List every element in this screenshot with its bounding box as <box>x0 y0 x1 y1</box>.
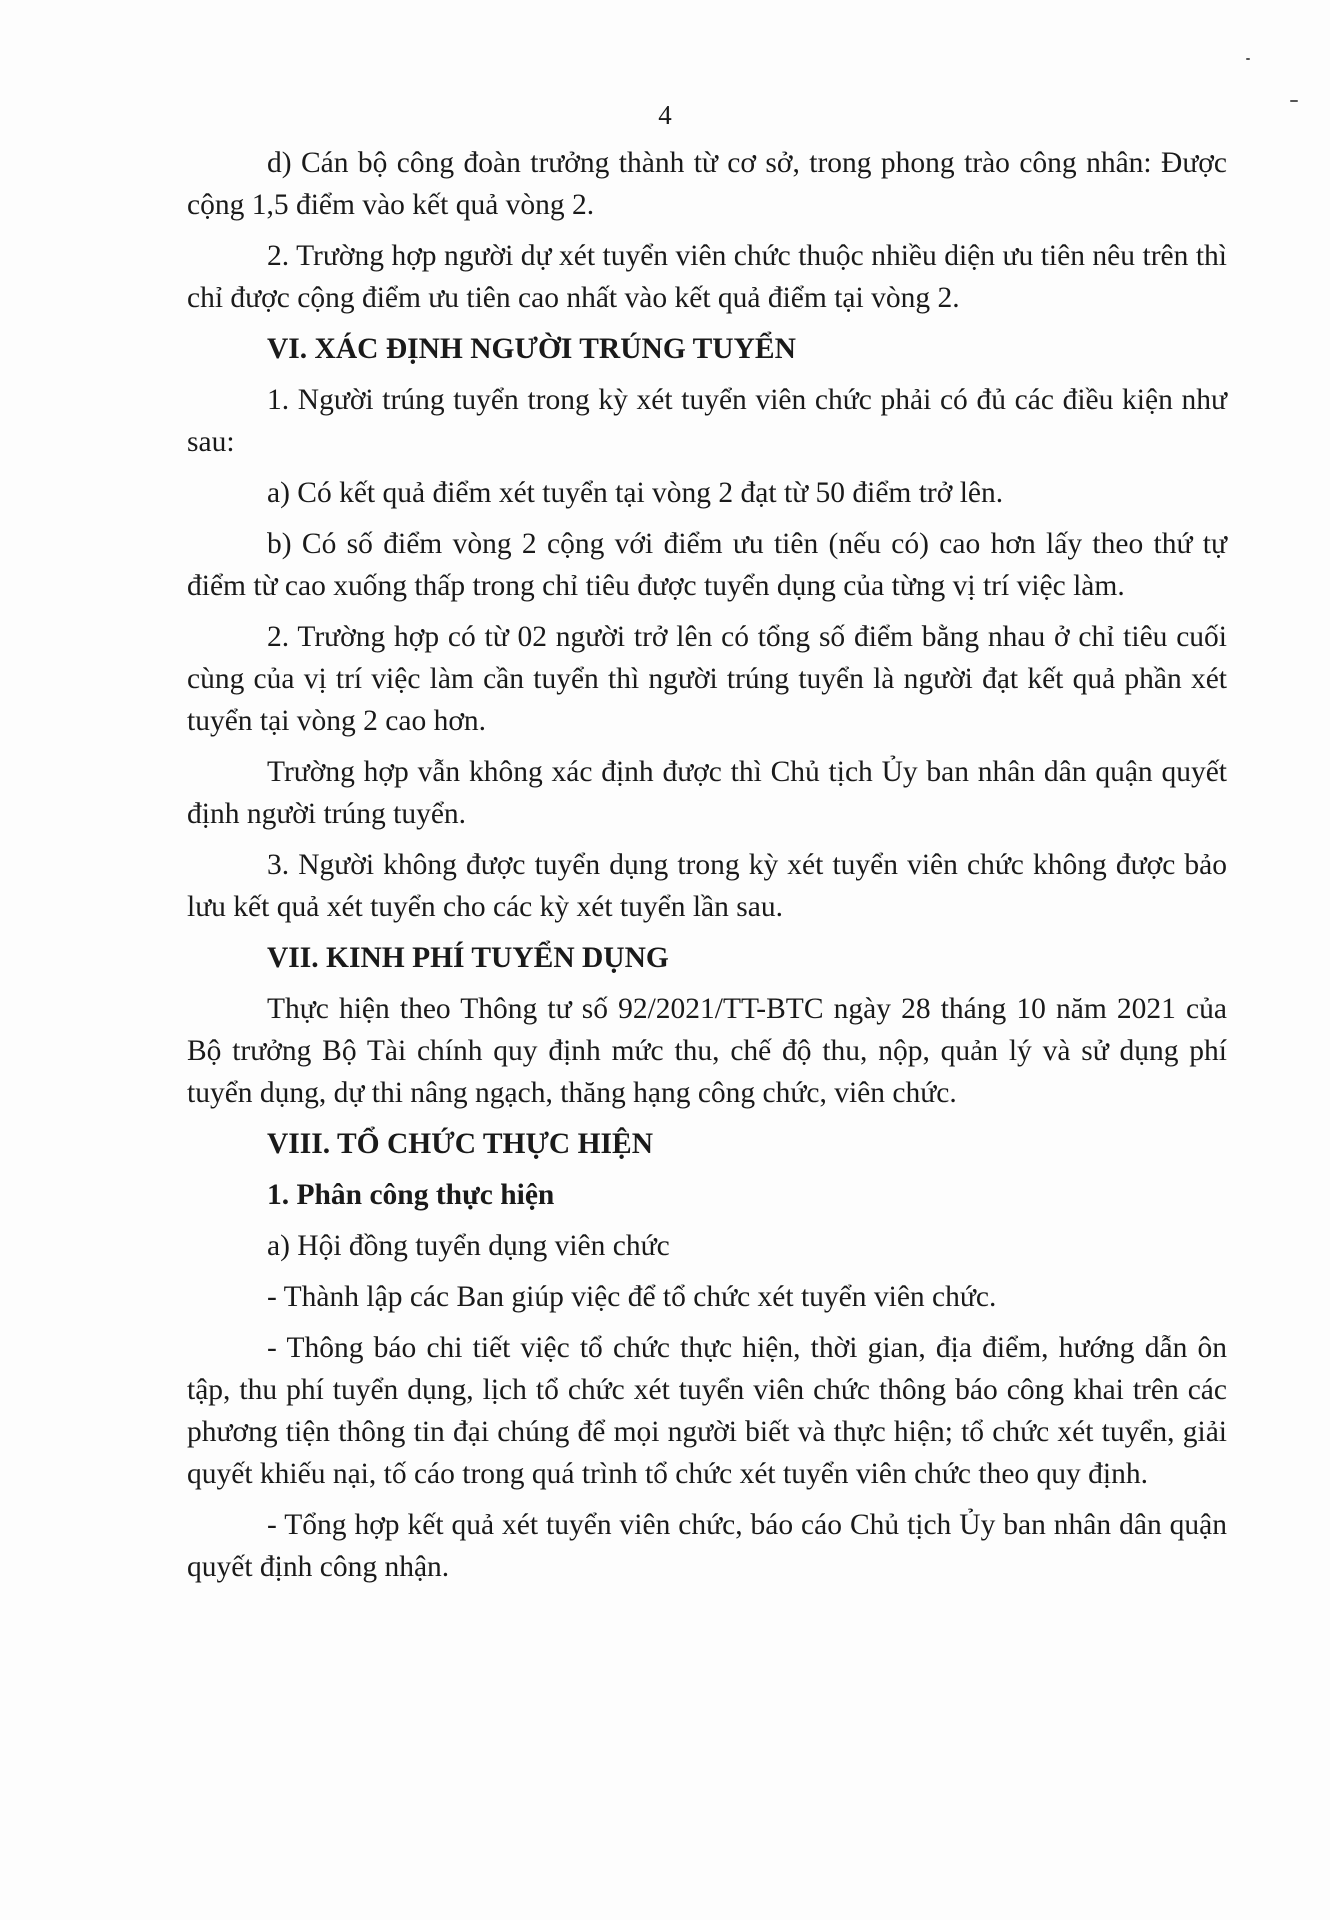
paragraph-priority-multiple: 2. Trường hợp người dự xét tuyển viên chức thuộc nhiều diện ưu tiên nêu trên thì chỉ được cộng điểm ưu tiên cao nhất vào kết quả điểm tại vòng 2. <box>187 240 1227 314</box>
paragraph-tie-unresolved: Trường hợp vẫn không xác định được thì Chủ tịch Ủy ban nhân dân quận quyết định người trúng tuyển. <box>187 756 1227 830</box>
list-item-announce-details: - Thông báo chi tiết việc tổ chức thực hiện, thời gian, địa điểm, hướng dẫn ôn tập, thu phí tuyển dụng, lịch tổ chức xét tuyển viên chức thông báo công khai trên các phương tiện thông tin đại chúng để mọi người biết và thực hiện; tổ chức xét tuyển, giải quyết khiếu nại, tố cáo trong quá trình tổ chức xét tuyển viên chức theo quy định. <box>187 1332 1227 1490</box>
section-heading-vii: VII. KINH PHÍ TUYỂN DỤNG <box>267 942 669 974</box>
page-number: 4 <box>658 100 672 130</box>
list-item-establish-boards: - Thành lập các Ban giúp việc để tổ chức xét tuyển viên chức. <box>267 1281 997 1313</box>
paragraph-condition-a: a) Có kết quả điểm xét tuyển tại vòng 2 đạt từ 50 điểm trở lên. <box>267 477 1004 509</box>
list-item-report-results: - Tổng hợp kết quả xét tuyển viên chức, báo cáo Chủ tịch Ủy ban nhân dân quận quyết định công nhận. <box>187 1509 1227 1583</box>
paragraph-condition-b: b) Có số điểm vòng 2 cộng với điểm ưu tiên (nếu có) cao hơn lấy theo thứ tự điểm từ cao xuống thấp trong chỉ tiêu được tuyển dụng của từng vị trí việc làm. <box>187 528 1227 602</box>
scan-speck <box>1246 58 1250 60</box>
paragraph-priority-d: d) Cán bộ công đoàn trưởng thành từ cơ sở, trong phong trào công nhân: Được cộng 1,5 điểm vào kết quả vòng 2. <box>187 147 1227 221</box>
section-heading-viii: VIII. TỔ CHỨC THỰC HIỆN <box>267 1128 654 1160</box>
scan-speck <box>1290 100 1298 102</box>
paragraph-funding: Thực hiện theo Thông tư số 92/2021/TT-BTC ngày 28 tháng 10 năm 2021 của Bộ trưởng Bộ Tài chính quy định mức thu, chế độ thu, nộp, quản lý và sử dụng phí tuyển dụng, dự thi nâng ngạch, thăng hạng công chức, viên chức. <box>187 993 1227 1109</box>
paragraph-winner-conditions: 1. Người trúng tuyển trong kỳ xét tuyển viên chức phải có đủ các điều kiện như sau: <box>187 384 1227 458</box>
section-heading-vi: VI. XÁC ĐỊNH NGƯỜI TRÚNG TUYỂN <box>267 333 796 365</box>
subsection-heading-assignment: 1. Phân công thực hiện <box>267 1179 555 1211</box>
paragraph-tie-case: 2. Trường hợp có từ 02 người trở lên có tổng số điểm bằng nhau ở chỉ tiêu cuối cùng của vị trí việc làm cần tuyển thì người trúng tuyển là người đạt kết quả phần xét tuyển tại vòng 2 cao hơn. <box>187 621 1227 737</box>
document-body <box>187 142 1227 1597</box>
paragraph-no-reserve: 3. Người không được tuyển dụng trong kỳ xét tuyển viên chức không được bảo lưu kết quả xét tuyển cho các kỳ xét tuyển lần sau. <box>187 849 1227 923</box>
paragraph-council: a) Hội đồng tuyển dụng viên chức <box>267 1230 670 1262</box>
